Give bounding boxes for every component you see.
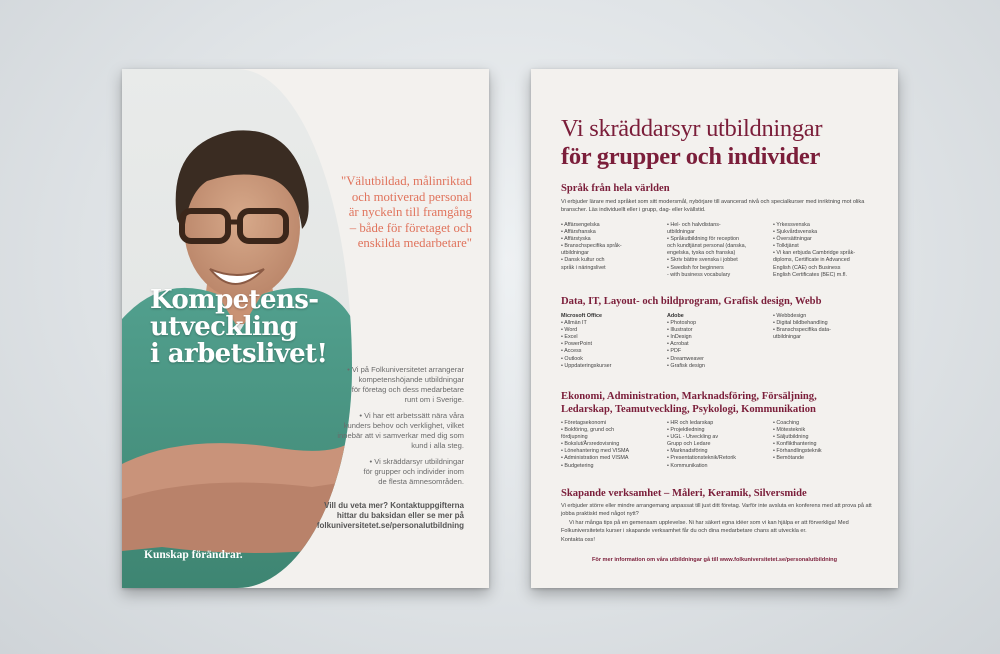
creative-paragraph: Vi erbjuder större eller mindre arrangemang anpassat till just ditt företag. Varför inte avsluta en konferens med att prova på att jobba praktiskt med något nytt?: [561, 503, 872, 517]
list-column: • Coaching • Mötesteknik • Säljutbildning • Konflikthantering • Förhandlingsteknik • Bemötande: [773, 420, 822, 462]
front-bullet: • Vi skräddarsyr utbildningar för grupper och individer inom de flesta ämnesområden.: [363, 457, 464, 486]
back-title-line2: för grupper och individer: [561, 143, 821, 170]
back-title-line1: Vi skräddarsyr utbildningar: [561, 115, 823, 142]
list-column: • HR och ledarskap • Projektledning • UGL - Utveckling av Grupp och Ledare • Marknadsföring • Presentationsteknik/Retorik • Kommunikation: [667, 420, 737, 469]
list-column: • Webbdesign • Digital bildbehandling • Branschspecifika data- utbildningar: [773, 313, 831, 341]
front-headline: Kompetens- utveckling i arbetslivet!: [150, 285, 328, 369]
brochure-front-page: [122, 69, 489, 588]
list-column: • Hel- och halvdistans- utbildningar • Språkutbildning för reception och kundtjänst personal (danska, engelska, tyska och franska) • Skriv bättre svenska i jobbet • Swedish for beginners - with business vocabulary: [667, 222, 747, 278]
brochure-back-page: [531, 69, 898, 588]
front-bullet-list: [318, 365, 464, 493]
front-bullet: • Vi har ett arbetssätt nära våra kunders behov och verklighet, vilket innebär att vi samverkar med dig som kund i alla steg.: [337, 411, 464, 450]
front-quote: "Välutbildad, målinriktad och motiverad personal är nyckeln till framgång – både för företaget och enskilda medarbetare": [340, 174, 472, 251]
back-footer-link-text: För mer information om våra utbildningar gå till www.folkuniversitetet.se/personalutbildning: [591, 557, 837, 563]
section-heading-languages: Språk från hela världen: [561, 183, 670, 194]
tagline: Kunskap förändrar.: [144, 549, 243, 561]
more-info-text: Vill du veta mer? Kontaktuppgifterna hittar du baksidan eller se mer på folkuniversitetet.se/personalutbildning: [316, 501, 464, 531]
list-column: • Yrkessvenska • Sjukvårdsvenska • Översättningar • Tolktjänst • Vi kan erbjuda Cambridge språk- diploms, Certificate in Advanced English (CAE) och Business English Certificates (BEC) m.fl.: [773, 222, 856, 278]
list-column: • Allmän IT • Word • Excel • PowerPoint • Access • Outlook • Uppdateringskurser: [561, 320, 612, 369]
list-column: • Photoshop • Illustrator • InDesign • Acrobat • PDF • Dreamweaver • Grafisk design: [667, 320, 705, 369]
column-heading: Adobe: [667, 313, 684, 319]
front-bullet: • Vi på Folkuniversitetet arrangerar kompetenshöjande utbildningar för företag och dess medarbetare runt om i Sverige.: [347, 365, 464, 404]
section-intro-languages: Vi erbjuder lärare med språket som sitt modersmål, nybörjare till avancerad nivå och specialkurser med inriktning mot olika branscher. Läs individuellt eller i grupp, dag- eller kvällstid.: [561, 199, 865, 213]
section-heading-data-it: Data, IT, Layout- och bildprogram, Grafisk design, Webb: [561, 296, 822, 307]
creative-paragraph: Vi har många tips på en gemensam upplevelse. Ni har säkert egna idéer som vi kan hjälpa er att förverkliga! Med Folkuniversitetets kurser i skapande verksamhet får du och dina medarbetare chans att utveckla er.: [561, 520, 849, 534]
section-heading-creative: Skapande verksamhet – Måleri, Keramik, Silversmide: [561, 488, 807, 499]
creative-contact: Kontakta oss!: [561, 537, 595, 543]
section-heading-economy: Ekonomi, Administration, Marknadsföring, Försäljning, Ledarskap, Teamutveckling, Psykologi, Kommunikation: [561, 391, 817, 415]
list-column: • Företagsekonomi • Bokföring, grund och fördjupning • Bokslut/Årsredovisning • Lönehantering med VISMA • Administration med VISMA • Budgetering: [561, 420, 630, 469]
list-column: • Affärsengelska • Affärsfranska • Affärstyska • Branschspecifika språk- utbildningar • Dansk kultur och språk i näringslivet: [561, 222, 622, 271]
column-heading: Microsoft Office: [561, 313, 603, 319]
